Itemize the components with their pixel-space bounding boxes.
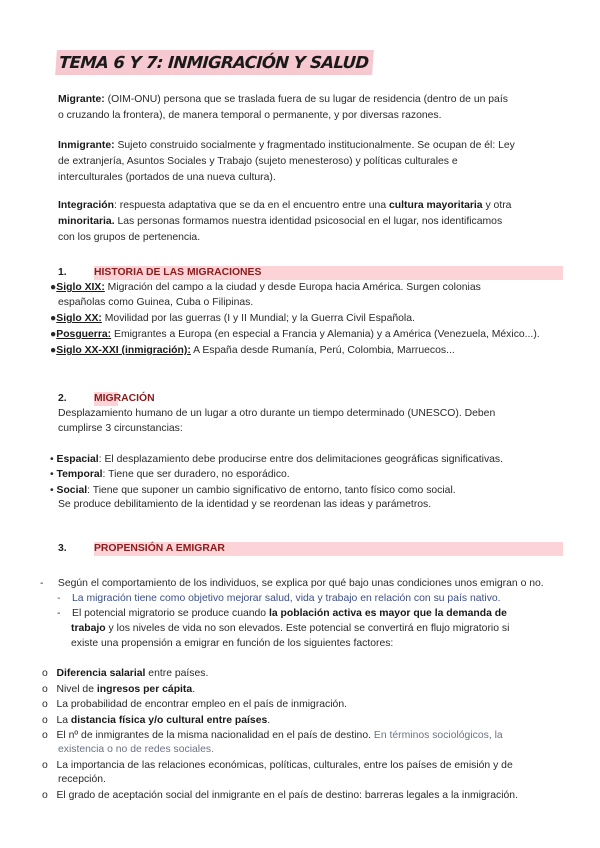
list-item bbox=[50, 327, 540, 342]
list-text: Movilidad por las guerras (I y II Mundial; y la Guerra Civil Española. bbox=[104, 313, 415, 324]
factor-item bbox=[42, 713, 270, 728]
section-heading-migracion bbox=[58, 392, 563, 406]
factor-bold: ingresos per cápita bbox=[96, 684, 193, 695]
section-intro: cumplirse 3 circunstancias: bbox=[58, 423, 183, 434]
factor-text: El grado de aceptación social del inmigrante en el país de destino: barreras legales a la inmigración. bbox=[56, 790, 518, 801]
list-text: Migración del campo a la ciudad y desde Europa hacia América. Surgen colonias bbox=[107, 282, 481, 293]
dash-text: El potencial migratorio se produce cuando bbox=[72, 608, 267, 619]
sub-dash-item bbox=[57, 591, 501, 606]
definition-text: (OIM-ONU) persona que se traslada fuera de su lugar de residencia (dentro de un país bbox=[107, 94, 508, 105]
dash-text: y los niveles de vida no son elevados. Este potencial se convertirá en flujo migratorio si bbox=[108, 623, 510, 634]
term-inmigrante: Inmigrante: bbox=[58, 140, 115, 151]
list-text: : Tiene que suponer un cambio significativo de entorno, tanto físico como social. bbox=[87, 485, 456, 496]
factor-text: La bbox=[56, 715, 71, 726]
sub-dash-continuation: existe una propensión a emigrar en función de los siguientes factores: bbox=[71, 638, 394, 649]
bullet-icon: • bbox=[50, 469, 54, 480]
definition-inmigrante bbox=[58, 138, 578, 186]
section-heading-propension bbox=[58, 542, 563, 556]
definition-text: Sujeto construido socialmente y fragmentado institucionalmente. Se ocupan de él: Ley bbox=[117, 140, 515, 151]
sub-dash-continuation bbox=[71, 621, 509, 636]
list-item-continuation: españolas como Guinea, Cuba o Filipinas. bbox=[58, 297, 254, 308]
bullet-icon: • bbox=[50, 485, 54, 496]
bullet-icon: ● bbox=[50, 282, 57, 293]
list-text: : Tiene que ser duradero, no esporádico. bbox=[102, 469, 290, 480]
dash-bold: trabajo bbox=[71, 623, 106, 634]
factor-continuation: recepción. bbox=[58, 774, 106, 785]
definition-text: y otra bbox=[485, 200, 512, 211]
list-item bbox=[50, 452, 503, 467]
circle-bullet-icon: o bbox=[42, 668, 57, 679]
page-title: TEMA 6 Y 7: INMIGRACIÓN Y SALUD bbox=[55, 50, 373, 75]
bold-cultura-mayoritaria: cultura mayoritaria bbox=[389, 200, 483, 211]
section-intro: Desplazamiento humano de un lugar a otro durante un tiempo determinado (UNESCO). Deben bbox=[58, 408, 496, 419]
section-title: PROPENSIÓN A EMIGRAR bbox=[94, 543, 225, 554]
circle-bullet-icon: o bbox=[42, 760, 57, 771]
dash-item bbox=[40, 576, 544, 591]
section-title: HISTORIA DE LAS MIGRACIONES bbox=[94, 267, 262, 278]
factor-text: entre países. bbox=[145, 668, 209, 679]
list-term: Espacial bbox=[56, 454, 99, 465]
section-number: 3. bbox=[58, 543, 67, 554]
circle-bullet-icon: o bbox=[42, 684, 57, 695]
bullet-icon: ● bbox=[50, 313, 57, 324]
definition-text: o cruzando la frontera), de manera temporal o permanente, y por diversas razones. bbox=[58, 110, 442, 121]
list-term: Posguerra: bbox=[56, 329, 112, 340]
sub-dash-item bbox=[57, 606, 507, 621]
definition-text: : respuesta adaptativa que se da en el encuentro entre una bbox=[114, 200, 387, 211]
list-item bbox=[50, 483, 456, 498]
definition-text: Las personas formamos nuestra identidad psicosocial en el lugar, nos identificamos bbox=[117, 216, 503, 227]
factor-text: . bbox=[267, 715, 271, 726]
section-number: 1. bbox=[58, 267, 67, 278]
definition-text: con los grupos de pertenencia. bbox=[58, 232, 201, 243]
dash-bold: la población activa es mayor que la demanda de bbox=[268, 608, 507, 619]
section-title: MIGRACIÓN bbox=[94, 393, 155, 404]
list-term: Temporal bbox=[56, 469, 103, 480]
list-term: Siglo XIX: bbox=[56, 282, 105, 293]
factor-continuation: existencia o no de redes sociales. bbox=[58, 744, 214, 755]
list-item-continuation: Se produce debilitamiento de la identidad y se reordenan las ideas y parámetros. bbox=[58, 499, 432, 510]
section-heading-historia bbox=[58, 266, 563, 280]
circle-bullet-icon: o bbox=[42, 699, 57, 710]
bullet-icon: • bbox=[50, 454, 54, 465]
factor-item bbox=[42, 682, 195, 697]
factor-text: La probabilidad de encontrar empleo en el país de inmigración. bbox=[56, 699, 348, 710]
list-item bbox=[50, 280, 481, 295]
definition-migrante bbox=[58, 92, 578, 124]
factor-text: . bbox=[192, 684, 196, 695]
factor-item bbox=[42, 758, 513, 773]
bullet-icon: ● bbox=[50, 329, 57, 340]
definition-integracion bbox=[58, 198, 578, 246]
list-item bbox=[50, 311, 415, 326]
definition-text: de extranjería, Asuntos Sociales y Trabajo (sujeto menesteroso) y políticas culturales e bbox=[58, 156, 458, 167]
factor-item bbox=[42, 697, 347, 712]
term-integracion: Integración bbox=[58, 200, 115, 211]
dash-text: Según el comportamiento de los individuos, se explica por qué bajo unas condiciones unos emigran o no. bbox=[57, 578, 544, 589]
circle-bullet-icon: o bbox=[42, 730, 57, 741]
list-text: : El desplazamiento debe producirse entre dos delimitaciones geográficas significativas. bbox=[98, 454, 504, 465]
factor-text: La importancia de las relaciones económicas, políticas, culturales, entre los países de emisión y de bbox=[56, 760, 513, 771]
dash-text: La migración tiene como objetivo mejorar salud, vida y trabajo en relación con su país nativo. bbox=[72, 593, 501, 604]
section-number: 2. bbox=[58, 393, 67, 404]
list-term: Siglo XX-XXI (inmigración): bbox=[56, 345, 191, 356]
factor-bold: Diferencia salarial bbox=[56, 668, 146, 679]
factor-bold: distancia física y/o cultural entre países bbox=[70, 715, 268, 726]
factor-item bbox=[42, 666, 208, 681]
bullet-icon: ● bbox=[50, 345, 57, 356]
list-text: Emigrantes a Europa (en especial a Francia y Alemania) y a América (Venezuela, México...). bbox=[114, 329, 540, 340]
dash-marker: - bbox=[40, 578, 58, 589]
circle-bullet-icon: o bbox=[42, 715, 57, 726]
factor-grey-text: En términos sociológicos, la bbox=[373, 730, 503, 741]
term-migrante: Migrante: bbox=[58, 94, 105, 105]
dash-marker: - bbox=[57, 608, 73, 619]
bold-minoritaria: minoritaria. bbox=[58, 216, 115, 227]
circle-bullet-icon: o bbox=[42, 790, 57, 801]
factor-text: Nivel de bbox=[56, 684, 97, 695]
factor-item bbox=[42, 728, 503, 743]
factor-text: El nº de inmigrantes de la misma nacionalidad en el país de destino. bbox=[56, 730, 371, 741]
definition-text: interculturales (portados de una nueva cultura). bbox=[58, 172, 276, 183]
dash-marker: - bbox=[57, 593, 73, 604]
list-text: A España desde Rumanía, Perú, Colombia, Marruecos... bbox=[193, 345, 455, 356]
list-term: Siglo XX: bbox=[56, 313, 102, 324]
list-item bbox=[50, 343, 455, 358]
factor-item bbox=[42, 788, 518, 803]
list-term: Social bbox=[56, 485, 88, 496]
list-item bbox=[50, 467, 290, 482]
